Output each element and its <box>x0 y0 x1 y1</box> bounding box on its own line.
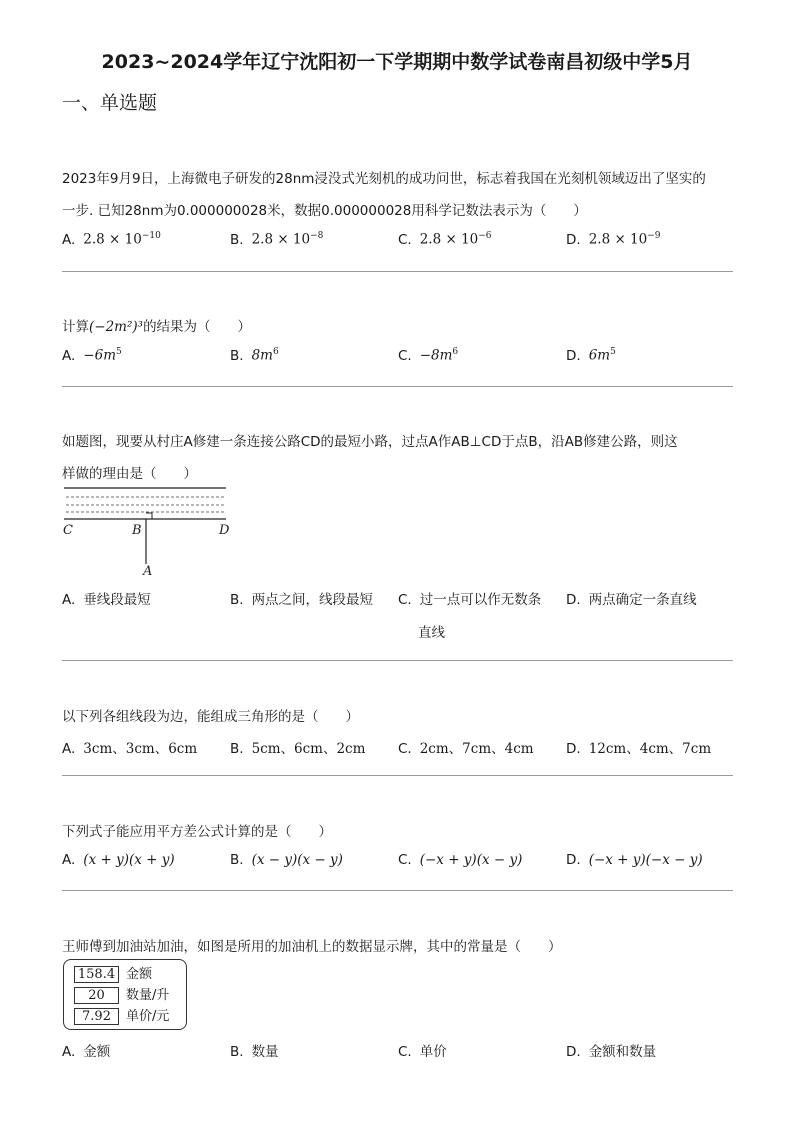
question-1-option-b[interactable] <box>230 231 323 248</box>
option-value: 数量 <box>251 1044 279 1060</box>
question-6-stem: 王师傅到加油站加油，如图是所用的加油机上的数据显示牌，其中的常量是（ ） <box>62 939 562 955</box>
option-exponent: 5 <box>610 347 616 357</box>
section-heading: 一、单选题 <box>62 92 158 114</box>
page-title: 2023~2024学年辽宁沈阳初一下学期期中数学试卷南昌初级中学5月 <box>101 51 693 73</box>
question-3-option-a[interactable] <box>62 588 151 608</box>
option-label: A. <box>62 741 76 757</box>
question-2-option-c[interactable] <box>398 347 458 364</box>
question-5-option-b[interactable] <box>230 852 343 868</box>
option-value: 单价 <box>419 1044 447 1060</box>
question-4-option-a[interactable] <box>62 737 197 757</box>
question-5-stem: 下列式子能应用平方差公式计算的是（ ） <box>62 824 332 840</box>
option-label: B. <box>230 1044 244 1060</box>
stem-prefix: 计算 <box>62 319 89 335</box>
option-value: 3cm、3cm、6cm <box>83 741 198 757</box>
option-value: 12cm、4cm、7cm <box>588 741 712 757</box>
option-value: 2.8 × 10 <box>251 231 311 248</box>
option-value: 2.8 × 10 <box>83 231 142 248</box>
point-c-label: C <box>63 523 73 538</box>
option-label: C. <box>398 347 412 364</box>
option-label: A. <box>62 852 76 868</box>
question-6-option-a[interactable] <box>62 1040 110 1060</box>
option-label: C. <box>398 852 412 868</box>
option-value: 2cm、7cm、4cm <box>419 741 534 757</box>
option-value: 垂线段最短 <box>83 592 151 608</box>
option-exponent: −10 <box>141 231 161 241</box>
option-label: B. <box>230 592 244 608</box>
option-label: D. <box>566 741 581 757</box>
option-label: B. <box>230 741 244 757</box>
divider <box>62 775 733 776</box>
point-d-label: D <box>219 523 230 538</box>
option-label: C. <box>398 1044 412 1060</box>
option-label: A. <box>62 592 76 608</box>
question-4-option-c[interactable] <box>398 737 534 757</box>
option-exponent: −6 <box>478 231 492 241</box>
point-b-label: B <box>132 523 142 538</box>
option-value: 5cm、6cm、2cm <box>251 741 366 757</box>
option-label: D. <box>566 347 581 364</box>
option-value: −6m <box>83 347 116 364</box>
option-label: D. <box>566 231 581 248</box>
option-label: D. <box>566 1044 581 1060</box>
option-label: A. <box>62 231 76 248</box>
option-value: 8m <box>251 347 273 364</box>
road-figure <box>60 480 240 580</box>
question-2-option-b[interactable] <box>230 347 279 364</box>
amount-value-box: 158.4 <box>74 966 119 983</box>
quantity-value-box: 20 <box>74 987 119 1004</box>
divider <box>62 890 733 891</box>
divider <box>62 271 733 272</box>
question-6-option-d[interactable] <box>566 1040 656 1060</box>
option-label: A. <box>62 1044 76 1060</box>
option-label: D. <box>566 592 581 608</box>
question-3-option-b[interactable] <box>230 588 373 608</box>
option-value: 过一点可以作无数条 <box>419 592 542 608</box>
question-5-option-d[interactable] <box>566 852 703 868</box>
option-value: 两点确定一条直线 <box>588 592 697 608</box>
fuel-display-panel <box>63 959 187 1030</box>
question-6-option-c[interactable] <box>398 1040 447 1060</box>
question-3-option-d[interactable] <box>566 588 697 608</box>
option-label: D. <box>566 852 581 868</box>
option-exponent: 6 <box>452 347 459 357</box>
point-a-label: A <box>143 564 153 579</box>
question-2-option-d[interactable] <box>566 347 616 364</box>
option-exponent: −9 <box>647 231 661 241</box>
amount-label: 金额 <box>126 967 153 982</box>
option-label: C. <box>398 231 412 248</box>
option-exponent: 5 <box>116 347 122 357</box>
unit-price-value-box: 7.92 <box>74 1008 119 1025</box>
option-value: −8m <box>419 347 453 364</box>
question-3-stem-line1: 如题图，现要从村庄A修建一条连接公路CD的最短小路，过点A作AB⊥CD于点B，沿AB修建公路，则这 <box>62 434 678 450</box>
option-value: 2.8 × 10 <box>588 231 648 248</box>
question-1-stem-line1: 2023年9月9日，上海微电子研发的28nm浸没式光刻机的成功问世，标志着我国在光刻机领域迈出了坚实的 <box>62 171 706 187</box>
question-4-option-d[interactable] <box>566 737 711 757</box>
question-3-option-c[interactable] <box>398 588 541 608</box>
option-value: (−x + y)(x − y) <box>419 852 523 868</box>
question-2-option-a[interactable] <box>62 347 122 364</box>
option-label: B. <box>230 852 244 868</box>
option-value: 两点之间，线段最短 <box>251 592 374 608</box>
right-angle-mark <box>146 513 152 519</box>
stem-math: (−2m²)³ <box>89 319 144 335</box>
option-value: 6m <box>588 347 611 364</box>
question-1-stem-line2: 一步. 已知28nm为0.000000028米，数据0.000000028用科学记数法表示为（ ） <box>62 203 587 219</box>
option-label: C. <box>398 592 412 608</box>
question-4-option-b[interactable] <box>230 737 365 757</box>
question-6-option-b[interactable] <box>230 1040 279 1060</box>
question-5-option-c[interactable] <box>398 852 522 868</box>
option-value: (x + y)(x + y) <box>83 852 175 868</box>
option-value: (−x + y)(−x − y) <box>588 852 703 868</box>
unit-price-label: 单价/元 <box>126 1009 170 1024</box>
question-5-option-a[interactable] <box>62 852 175 868</box>
option-value: 金额和数量 <box>588 1044 657 1060</box>
option-label: A. <box>62 347 76 364</box>
option-label: B. <box>230 347 244 364</box>
question-2-stem <box>62 315 251 335</box>
question-1-option-a[interactable] <box>62 231 161 248</box>
question-1-option-c[interactable] <box>398 231 492 248</box>
option-value: 2.8 × 10 <box>419 231 479 248</box>
question-3-stem-line2: 样做的理由是（ ） <box>62 466 197 482</box>
option-value: 金额 <box>83 1044 111 1060</box>
question-4-stem: 以下列各组线段为边，能组成三角形的是（ ） <box>62 709 359 725</box>
stem-suffix: 的结果为（ ） <box>143 319 252 335</box>
divider <box>62 386 733 387</box>
question-1-option-d[interactable] <box>566 231 661 248</box>
quantity-label: 数量/升 <box>126 988 170 1003</box>
option-label: C. <box>398 741 412 757</box>
divider <box>62 660 733 661</box>
question-3-option-c-line2: 直线 <box>418 625 445 641</box>
option-value: (x − y)(x − y) <box>251 852 343 868</box>
option-exponent: −8 <box>310 231 324 241</box>
option-exponent: 6 <box>272 347 279 357</box>
option-label: B. <box>230 231 244 248</box>
